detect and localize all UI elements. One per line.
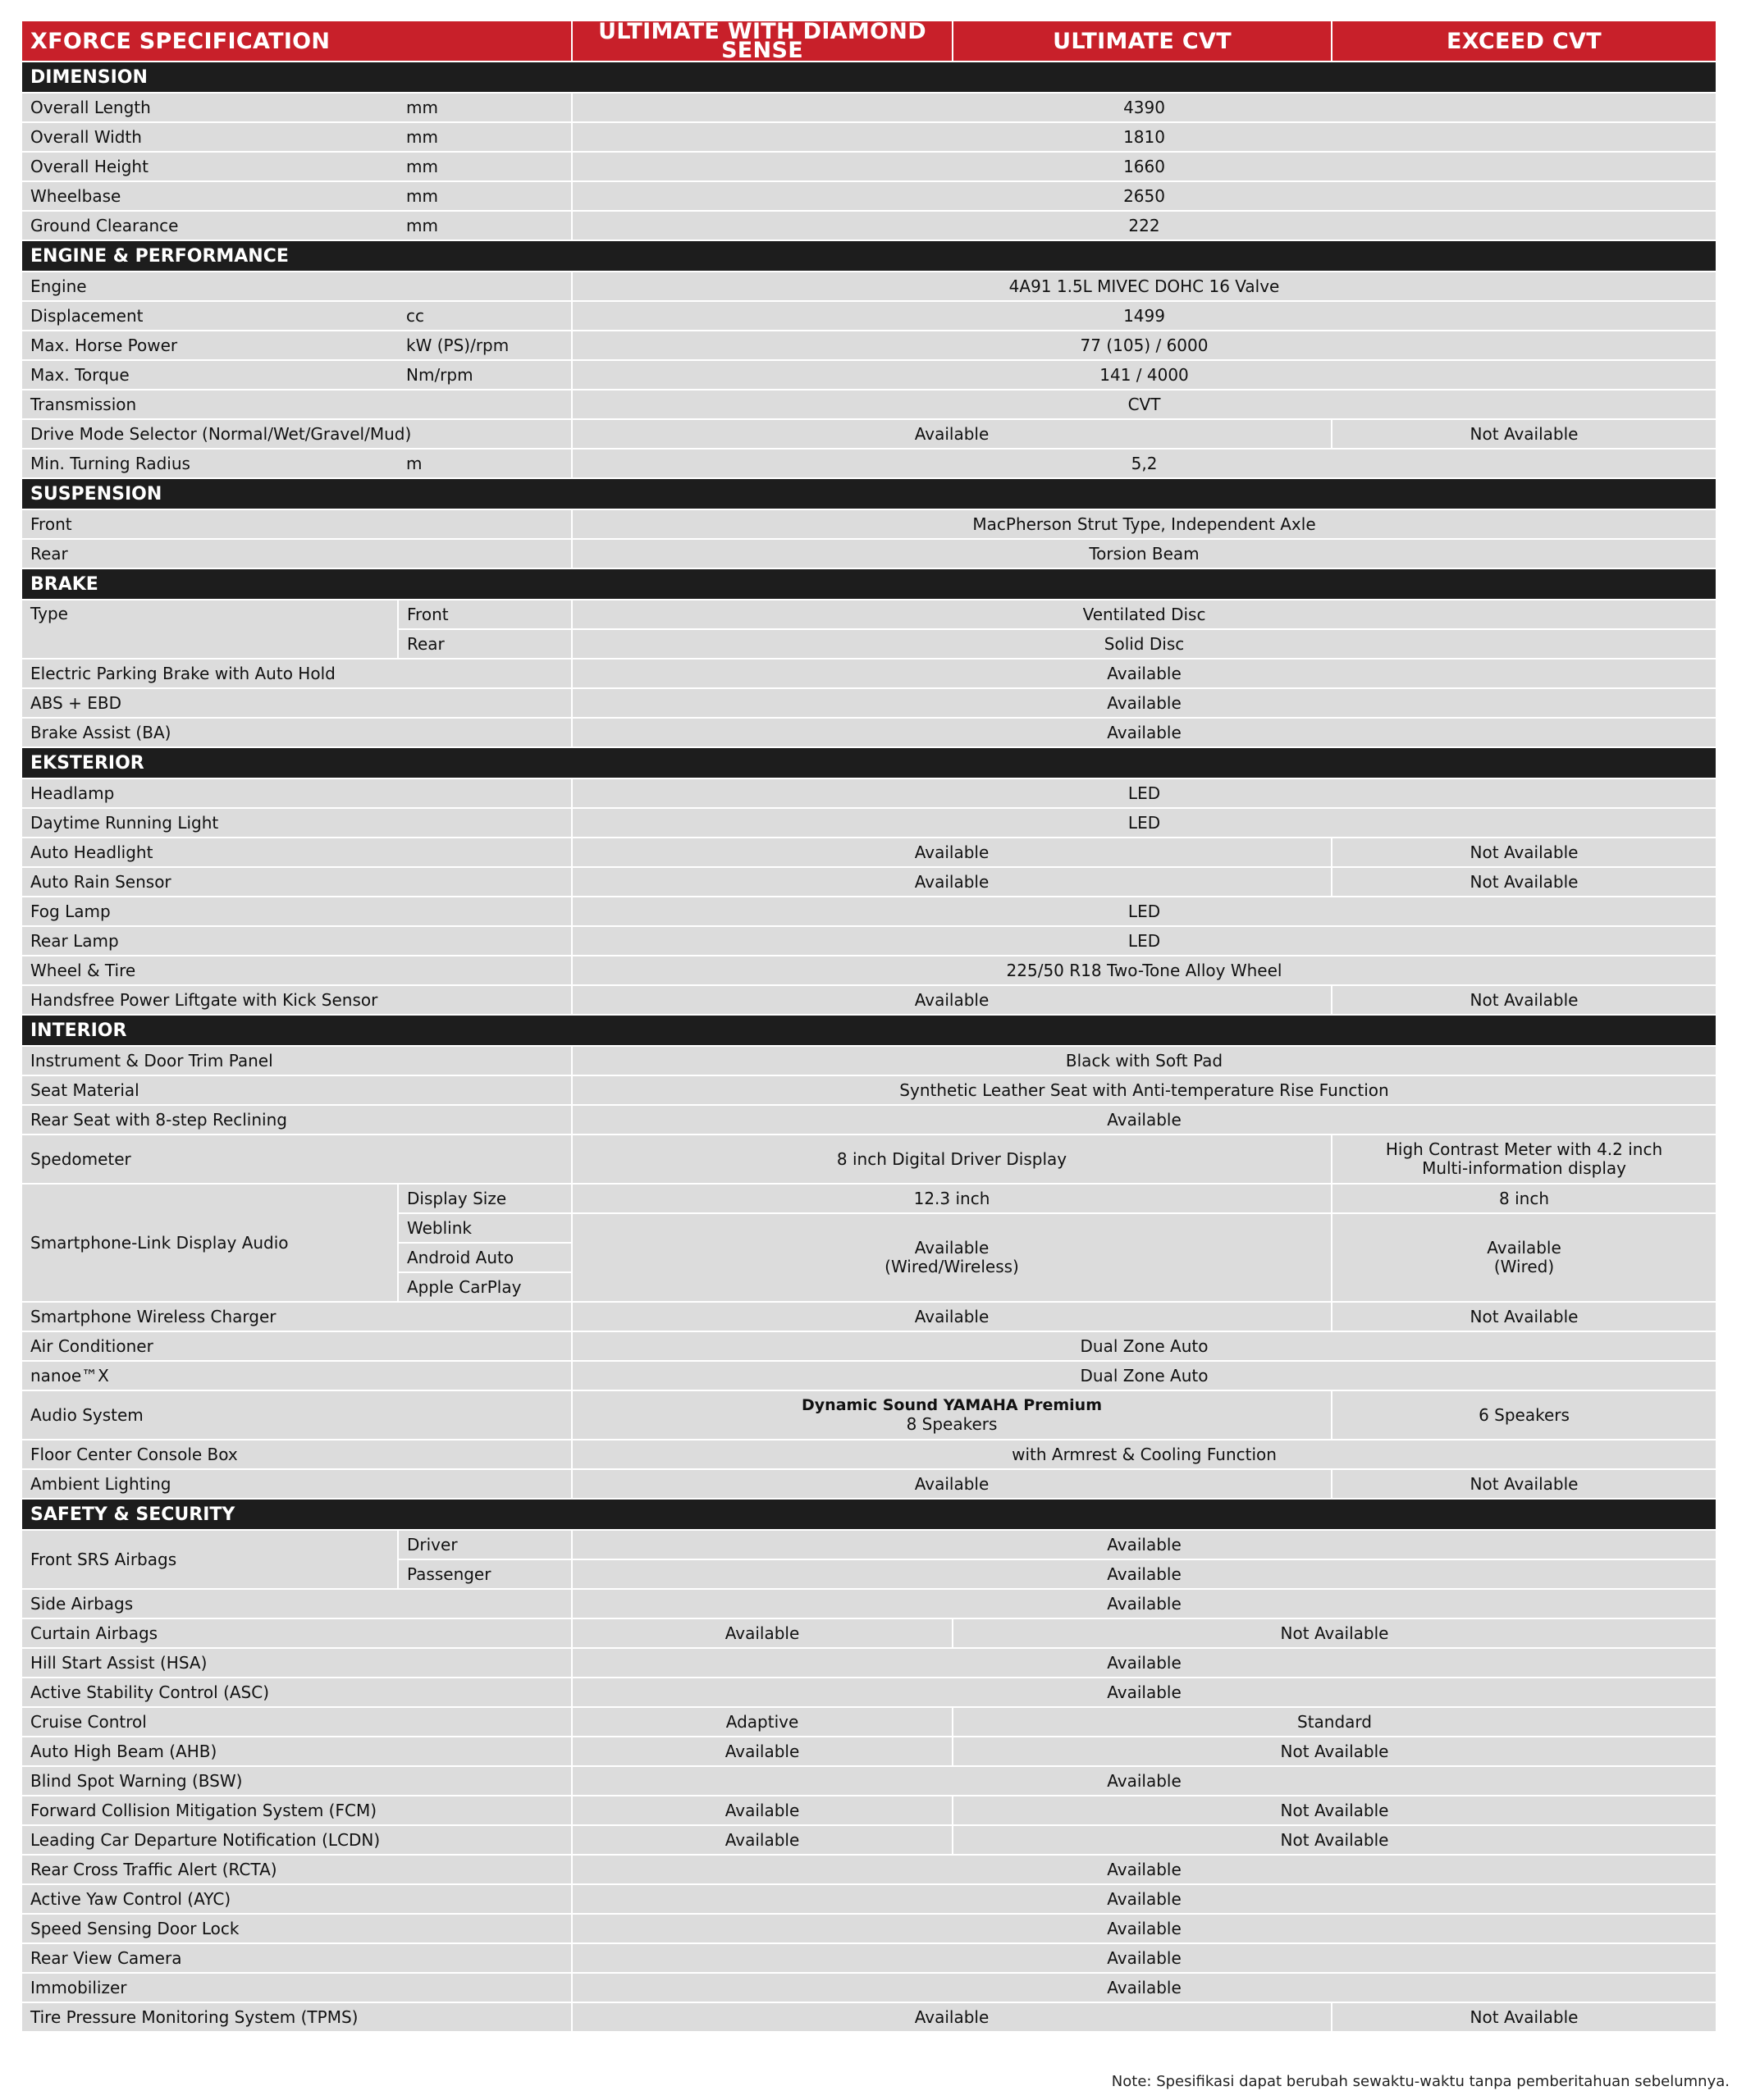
table-row xyxy=(22,1105,1716,1134)
row-label: Tire Pressure Monitoring System (TPMS) xyxy=(22,2002,572,2032)
table-row xyxy=(22,1618,1716,1648)
section-dimension xyxy=(22,62,1716,93)
row-label: Brake Assist (BA) xyxy=(22,718,572,747)
value-others: Not Available xyxy=(953,1825,1716,1855)
value-diamond: Available xyxy=(572,1618,953,1648)
section-title: SAFETY & SECURITY xyxy=(22,1499,1716,1530)
table-row xyxy=(22,390,1716,419)
table-row xyxy=(22,419,1716,449)
table-row xyxy=(22,897,1716,926)
row-label: Front SRS Airbags xyxy=(22,1530,398,1589)
row-label: Transmission xyxy=(22,390,572,419)
table-row xyxy=(22,1648,1716,1678)
row-value: Available xyxy=(572,1678,1716,1707)
table-row xyxy=(22,152,1716,181)
row-value: Available xyxy=(572,1559,1716,1589)
row-label: Audio System xyxy=(22,1390,572,1440)
row-label: Side Airbags xyxy=(22,1589,572,1618)
row-unit: kW (PS)/rpm xyxy=(398,331,572,360)
value-line: Available xyxy=(1487,1238,1561,1258)
row-label: Wheel & Tire xyxy=(22,956,572,985)
section-exterior xyxy=(22,747,1716,778)
section-engine xyxy=(22,240,1716,272)
table-row xyxy=(22,2002,1716,2032)
row-label: Immobilizer xyxy=(22,1973,572,2002)
row-unit: m xyxy=(398,449,572,478)
row-value: Torsion Beam xyxy=(572,539,1716,568)
table-row xyxy=(22,985,1716,1015)
table-row xyxy=(22,1390,1716,1440)
value-exceed: Not Available xyxy=(1332,419,1716,449)
row-value: Available xyxy=(572,1589,1716,1618)
value-others: Not Available xyxy=(953,1737,1716,1766)
col-ultimate-diamond: ULTIMATE WITH DIAMOND SENSE xyxy=(572,21,953,62)
value-others: Not Available xyxy=(953,1796,1716,1825)
row-sub-label: Passenger xyxy=(398,1559,572,1589)
row-value: Available xyxy=(572,1530,1716,1559)
row-label: Rear Cross Traffic Alert (RCTA) xyxy=(22,1855,572,1884)
table-row xyxy=(22,272,1716,301)
row-label: Front xyxy=(22,509,572,539)
row-value: Available xyxy=(572,1914,1716,1943)
value-line: 8 Speakers xyxy=(906,1414,998,1434)
row-label: Speed Sensing Door Lock xyxy=(22,1914,572,1943)
row-value: Available xyxy=(572,718,1716,747)
row-value: Available xyxy=(572,1766,1716,1796)
table-row xyxy=(22,1707,1716,1737)
row-label: Rear Lamp xyxy=(22,926,572,956)
row-value: 141 / 4000 xyxy=(572,360,1716,390)
value-ultimate: Available xyxy=(572,867,1332,897)
row-label: Auto High Beam (AHB) xyxy=(22,1737,572,1766)
row-label: Floor Center Console Box xyxy=(22,1440,572,1469)
row-label: Rear xyxy=(22,539,572,568)
row-value: Solid Disc xyxy=(572,629,1716,659)
row-label: Daytime Running Light xyxy=(22,808,572,838)
row-value: CVT xyxy=(572,390,1716,419)
section-brake xyxy=(22,568,1716,600)
section-title: INTERIOR xyxy=(22,1015,1716,1046)
row-unit: mm xyxy=(398,211,572,240)
row-value: LED xyxy=(572,897,1716,926)
row-value: LED xyxy=(572,926,1716,956)
value-ultimate: Available xyxy=(572,838,1332,867)
row-label: Smartphone Wireless Charger xyxy=(22,1302,572,1331)
row-value: Available xyxy=(572,1855,1716,1884)
row-value: 4390 xyxy=(572,93,1716,122)
value-line: (Wired) xyxy=(1493,1257,1555,1276)
table-header xyxy=(22,21,1716,62)
value-line: Multi-information display xyxy=(1422,1158,1626,1178)
value-ultimate: Available xyxy=(572,2002,1332,2032)
value-line: High Contrast Meter with 4.2 inch xyxy=(1385,1139,1663,1159)
row-label: Engine xyxy=(22,272,572,301)
row-sub-label: Weblink xyxy=(398,1213,572,1243)
value-others: Standard xyxy=(953,1707,1716,1737)
table-row xyxy=(22,1361,1716,1390)
row-value: Available xyxy=(572,1648,1716,1678)
row-label: Drive Mode Selector (Normal/Wet/Gravel/Mud) xyxy=(22,419,572,449)
row-label: Spedometer xyxy=(22,1134,572,1184)
section-interior xyxy=(22,1015,1716,1046)
row-unit: cc xyxy=(398,301,572,331)
col-exceed-cvt: EXCEED CVT xyxy=(1332,21,1716,62)
row-label: Displacement xyxy=(22,301,398,331)
row-value: Ventilated Disc xyxy=(572,600,1716,629)
row-value: LED xyxy=(572,808,1716,838)
row-label: Fog Lamp xyxy=(22,897,572,926)
value-exceed: Not Available xyxy=(1332,2002,1716,2032)
section-suspension xyxy=(22,478,1716,509)
spec-title: XFORCE SPECIFICATION xyxy=(22,21,572,62)
row-value: Available xyxy=(572,1105,1716,1134)
table-row xyxy=(22,1766,1716,1796)
row-label: Curtain Airbags xyxy=(22,1618,572,1648)
value-ultimate: 8 inch Digital Driver Display xyxy=(572,1134,1332,1184)
row-label: Headlamp xyxy=(22,778,572,808)
value-exceed: Not Available xyxy=(1332,985,1716,1015)
row-label: Smartphone-Link Display Audio xyxy=(22,1184,398,1302)
table-row xyxy=(22,1331,1716,1361)
row-label: nanoe™X xyxy=(22,1361,572,1390)
table-row xyxy=(22,1302,1716,1331)
table-row xyxy=(22,1589,1716,1618)
row-label: Active Yaw Control (AYC) xyxy=(22,1884,572,1914)
table-row xyxy=(22,1796,1716,1825)
row-label: Leading Car Departure Notification (LCDN) xyxy=(22,1825,572,1855)
value-diamond: Available xyxy=(572,1737,953,1766)
row-value: Available xyxy=(572,688,1716,718)
row-value: Dual Zone Auto xyxy=(572,1361,1716,1390)
table-row xyxy=(22,600,1716,629)
value-line: (Wired/Wireless) xyxy=(884,1257,1019,1276)
footnote: Note: Spesifikasi dapat berubah sewaktu-waktu tanpa pemberitahuan sebelumnya. xyxy=(1111,2073,1730,2090)
table-row xyxy=(22,1737,1716,1766)
table-row xyxy=(22,926,1716,956)
row-label: Type xyxy=(22,600,398,659)
table-row xyxy=(22,122,1716,152)
row-label: Max. Horse Power xyxy=(22,331,398,360)
value-exceed: 8 inch xyxy=(1332,1184,1716,1213)
row-value: 5,2 xyxy=(572,449,1716,478)
table-row xyxy=(22,1046,1716,1075)
table-row xyxy=(22,1184,1716,1213)
table-row xyxy=(22,1469,1716,1499)
value-ultimate: Available xyxy=(572,1469,1332,1499)
section-title: SUSPENSION xyxy=(22,478,1716,509)
row-label: Cruise Control xyxy=(22,1707,572,1737)
row-value: 1499 xyxy=(572,301,1716,331)
row-label: Overall Width xyxy=(22,122,398,152)
value-line: Dynamic Sound YAMAHA Premium xyxy=(802,1396,1103,1414)
value-exceed: 6 Speakers xyxy=(1332,1390,1716,1440)
value-ultimate: Available xyxy=(572,419,1332,449)
table-row xyxy=(22,1134,1716,1184)
row-label: Ground Clearance xyxy=(22,211,398,240)
section-safety xyxy=(22,1499,1716,1530)
row-value: Available xyxy=(572,659,1716,688)
row-value: 222 xyxy=(572,211,1716,240)
table-row xyxy=(22,301,1716,331)
table-row xyxy=(22,659,1716,688)
row-label: Wheelbase xyxy=(22,181,398,211)
row-label: Forward Collision Mitigation System (FCM) xyxy=(22,1796,572,1825)
value-diamond: Available xyxy=(572,1825,953,1855)
value-exceed: Not Available xyxy=(1332,867,1716,897)
table-row xyxy=(22,1914,1716,1943)
spec-sheet xyxy=(22,21,1716,2033)
row-sub-label: Rear xyxy=(398,629,572,659)
row-value: 1810 xyxy=(572,122,1716,152)
row-label: Overall Length xyxy=(22,93,398,122)
value-exceed xyxy=(1332,1134,1716,1184)
row-value: LED xyxy=(572,778,1716,808)
table-row xyxy=(22,1884,1716,1914)
table-row xyxy=(22,93,1716,122)
table-row xyxy=(22,1678,1716,1707)
table-row xyxy=(22,778,1716,808)
row-value: Dual Zone Auto xyxy=(572,1331,1716,1361)
row-label: Instrument & Door Trim Panel xyxy=(22,1046,572,1075)
row-sub-label: Android Auto xyxy=(398,1243,572,1272)
table-row xyxy=(22,808,1716,838)
row-label: Rear Seat with 8-step Reclining xyxy=(22,1105,572,1134)
section-title: DIMENSION xyxy=(22,62,1716,93)
value-ultimate: 12.3 inch xyxy=(572,1184,1332,1213)
col-ultimate-cvt: ULTIMATE CVT xyxy=(953,21,1332,62)
table-row xyxy=(22,509,1716,539)
row-value: 1660 xyxy=(572,152,1716,181)
row-label: Handsfree Power Liftgate with Kick Sensor xyxy=(22,985,572,1015)
row-label: Rear View Camera xyxy=(22,1943,572,1973)
row-label: Blind Spot Warning (BSW) xyxy=(22,1766,572,1796)
row-sub-label: Apple CarPlay xyxy=(398,1272,572,1302)
table-row xyxy=(22,1825,1716,1855)
value-ultimate: Available xyxy=(572,985,1332,1015)
value-ultimate: Available xyxy=(572,1302,1332,1331)
row-value: Available xyxy=(572,1943,1716,1973)
section-title: EKSTERIOR xyxy=(22,747,1716,778)
row-label: Ambient Lighting xyxy=(22,1469,572,1499)
table-row xyxy=(22,181,1716,211)
row-value: 2650 xyxy=(572,181,1716,211)
table-row xyxy=(22,1943,1716,1973)
row-value: MacPherson Strut Type, Independent Axle xyxy=(572,509,1716,539)
table-row xyxy=(22,1440,1716,1469)
table-row xyxy=(22,867,1716,897)
row-value: Synthetic Leather Seat with Anti-temperature Rise Function xyxy=(572,1075,1716,1105)
row-value: Black with Soft Pad xyxy=(572,1046,1716,1075)
section-title: BRAKE xyxy=(22,568,1716,600)
table-row xyxy=(22,211,1716,240)
table-row xyxy=(22,449,1716,478)
spec-table xyxy=(22,21,1716,2033)
table-row xyxy=(22,360,1716,390)
value-ultimate xyxy=(572,1213,1332,1302)
row-value: with Armrest & Cooling Function xyxy=(572,1440,1716,1469)
row-unit: mm xyxy=(398,122,572,152)
row-value: 4A91 1.5L MIVEC DOHC 16 Valve xyxy=(572,272,1716,301)
row-label: Auto Headlight xyxy=(22,838,572,867)
row-label: Active Stability Control (ASC) xyxy=(22,1678,572,1707)
row-unit: Nm/rpm xyxy=(398,360,572,390)
row-sub-label: Front xyxy=(398,600,572,629)
row-value: Available xyxy=(572,1973,1716,2002)
row-label: Hill Start Assist (HSA) xyxy=(22,1648,572,1678)
table-row xyxy=(22,1973,1716,2002)
row-label: Min. Turning Radius xyxy=(22,449,398,478)
table-row xyxy=(22,688,1716,718)
value-diamond: Adaptive xyxy=(572,1707,953,1737)
row-label: ABS + EBD xyxy=(22,688,572,718)
table-row xyxy=(22,1530,1716,1559)
row-label: Air Conditioner xyxy=(22,1331,572,1361)
row-sub-label: Display Size xyxy=(398,1184,572,1213)
value-diamond: Available xyxy=(572,1796,953,1825)
value-exceed: Not Available xyxy=(1332,1469,1716,1499)
row-value: 225/50 R18 Two-Tone Alloy Wheel xyxy=(572,956,1716,985)
row-label: Seat Material xyxy=(22,1075,572,1105)
value-ultimate xyxy=(572,1390,1332,1440)
row-value: Available xyxy=(572,1884,1716,1914)
row-unit: mm xyxy=(398,93,572,122)
row-sub-label: Driver xyxy=(398,1530,572,1559)
table-row xyxy=(22,838,1716,867)
table-row xyxy=(22,1075,1716,1105)
table-row xyxy=(22,1855,1716,1884)
table-row xyxy=(22,718,1716,747)
value-exceed xyxy=(1332,1213,1716,1302)
section-title: ENGINE & PERFORMANCE xyxy=(22,240,1716,272)
row-unit: mm xyxy=(398,181,572,211)
row-label: Max. Torque xyxy=(22,360,398,390)
value-exceed: Not Available xyxy=(1332,838,1716,867)
row-unit: mm xyxy=(398,152,572,181)
row-label: Electric Parking Brake with Auto Hold xyxy=(22,659,572,688)
row-label: Overall Height xyxy=(22,152,398,181)
value-others: Not Available xyxy=(953,1618,1716,1648)
value-exceed: Not Available xyxy=(1332,1302,1716,1331)
row-value: 77 (105) / 6000 xyxy=(572,331,1716,360)
table-row xyxy=(22,331,1716,360)
value-line: Available xyxy=(914,1238,990,1258)
table-row xyxy=(22,956,1716,985)
row-label: Auto Rain Sensor xyxy=(22,867,572,897)
table-row xyxy=(22,539,1716,568)
